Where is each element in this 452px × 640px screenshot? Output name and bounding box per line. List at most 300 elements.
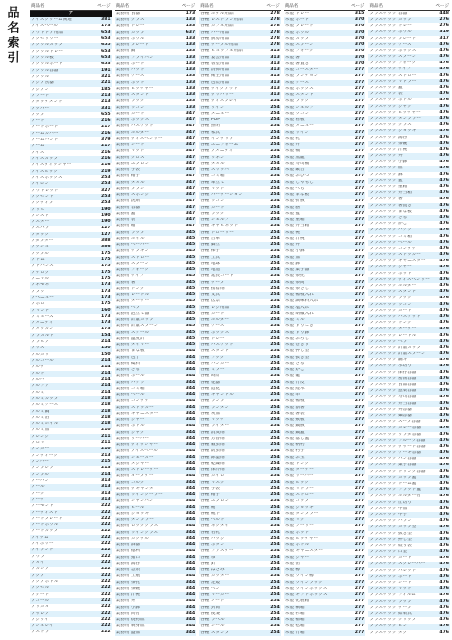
entry-page: 344 (185, 367, 196, 373)
entry-page: 476 (439, 184, 449, 190)
entry-name: 各種 バー用品 (200, 30, 230, 35)
entry-name: 各種 家具 (200, 130, 221, 135)
entry-name: プラスチック カップ型 (369, 525, 417, 530)
entry-page: 210 (101, 446, 111, 452)
entry-page: 214 (101, 383, 111, 389)
entry-name: アサヒ (31, 207, 45, 212)
entry-name: 各種 針 (200, 561, 216, 566)
entry-page: 277 (354, 623, 365, 629)
entry-name: 各種 伝票 (200, 299, 221, 304)
entry-page: 133 (185, 48, 196, 54)
entry-name: 業務用 洗剤 (115, 199, 141, 204)
entry-name: 業務用 箸 (115, 280, 136, 285)
entry-page: 277 (354, 98, 365, 104)
entry-name: 業務用 ボウル (115, 36, 145, 41)
entry-page: 345 (185, 236, 196, 241)
entry-name: 木製 ポット (284, 530, 310, 535)
entry-name: プラスチック 漏斗 (369, 358, 408, 363)
column-header-name: 商品名 (284, 4, 299, 9)
entry-page: 277 (354, 567, 365, 573)
entry-page: 379 (101, 137, 111, 143)
entry-page: 344 (185, 586, 196, 591)
entry-name: アプリ (31, 289, 45, 294)
entry-page: 222 (101, 610, 111, 616)
entry-page: 213 (101, 465, 111, 471)
entry-name: アジアン (31, 87, 50, 92)
entry-name: 業務用 シェーカー (115, 455, 154, 460)
column-header-page: ページ (97, 4, 111, 9)
entry-page: 476 (439, 437, 449, 443)
entry-name: 業務用 計量カップ (115, 318, 154, 323)
entry-name: 各種 灰皿 (200, 411, 221, 416)
entry-page: 254 (270, 448, 280, 454)
entry-name: 木製 ラック (284, 99, 310, 104)
entry-name: 木製 丼 (284, 243, 301, 248)
entry-page: 254 (270, 623, 280, 629)
entry-page: 222 (101, 528, 111, 534)
entry-name: アートカップ (31, 529, 59, 534)
entry-page: 254 (270, 298, 280, 304)
entry-page: 278 (270, 17, 280, 23)
entry-name: プラスチック 盆 (369, 178, 403, 183)
entry-name: 木製 割箸 (284, 405, 305, 410)
entry-page: 347 (185, 111, 196, 116)
entry-page: 276 (439, 23, 449, 29)
entry-name: 木製 汁椀 (284, 236, 305, 241)
entry-page: 476 (439, 345, 449, 350)
entry-page: 277 (354, 254, 365, 260)
entry-page: 344 (185, 361, 196, 366)
entry-name: 木製 ボウル (284, 30, 310, 35)
entry-name: 木製 柄杓 (284, 443, 305, 448)
entry-name: プラスチック 麺容器 (369, 413, 412, 418)
entry-name: 業務用 ペール (115, 393, 145, 398)
entry-page: 277 (354, 479, 365, 485)
entry-page: 133 (185, 73, 196, 79)
entry-page: 476 (439, 270, 449, 276)
entry-page: 476 (439, 493, 449, 499)
entry-name: 業務用 レードル (115, 293, 150, 298)
entry-name: プラスチック デザート容器 (369, 444, 426, 449)
entry-name: 業務用 猪口 (115, 555, 141, 560)
entry-page: 254 (270, 117, 280, 123)
entry-page: 277 (354, 617, 365, 623)
entry-name: アルカリ (31, 352, 50, 357)
entry-page: 370 (354, 29, 365, 35)
entry-name: 業務用 ゴミ箱 (115, 386, 145, 391)
entry-name: 木製 皿 (284, 255, 301, 260)
entry-name: 業務用 ワインクーラー (115, 493, 163, 498)
entry-page: 254 (270, 492, 280, 498)
entry-name: プラスチック ホルダー付 (369, 494, 421, 499)
entry-name: 木製 菓子器 (284, 268, 310, 273)
entry-name: アーバン (31, 478, 50, 483)
entry-page: 476 (439, 549, 449, 555)
entry-page: 222 (101, 560, 111, 566)
entry-page: 254 (270, 361, 280, 366)
entry-name: 業務用 スプーン (115, 261, 149, 266)
entry-page: 277 (354, 129, 365, 135)
entry-page: 254 (270, 504, 280, 510)
entry-name: 各種 シェルフ (200, 218, 230, 223)
entry-name: プラスチック 密閉容器 (369, 376, 417, 381)
entry-page: 175 (101, 269, 111, 275)
entry-name: 各種 ノート (200, 599, 225, 604)
entry-page: 173 (101, 295, 111, 300)
entry-page: 277 (354, 298, 365, 304)
entry-name: 各種 テーブル用品 (200, 43, 238, 48)
entry-page: 476 (439, 54, 449, 60)
entry-name: 各種 接着剤 (200, 286, 225, 291)
entry-name: 各種 バッジ (200, 536, 225, 541)
entry-name: 各種 カード (200, 311, 225, 316)
entry-name: 各種 衛生用品 (200, 74, 230, 79)
entry-page: 277 (354, 448, 365, 454)
entry-page: 254 (270, 179, 280, 185)
entry-page: 214 (101, 358, 111, 364)
entry-page: 476 (439, 338, 449, 344)
entry-page: 277 (354, 342, 365, 348)
index-entry (30, 630, 112, 636)
entry-name: 業務用 タオル (115, 180, 145, 185)
entry-name: 木製 巻きす (284, 343, 310, 348)
entry-name: 業務用 シャンパン (115, 499, 154, 504)
entry-name: アクアボトル (31, 579, 59, 584)
entry-name: 木製 キャニスター (284, 549, 323, 554)
entry-page: 388 (101, 238, 111, 244)
entry-page: 476 (439, 103, 449, 109)
entry-name: アストラ (31, 630, 50, 635)
entry-name: 各種 ランプ (200, 399, 225, 404)
entry-page: 476 (439, 363, 449, 369)
entry-name: 木製 かご (284, 368, 305, 373)
entry-page: 254 (270, 317, 280, 323)
entry-page: 254 (270, 517, 280, 523)
entry-page: 347 (185, 204, 196, 210)
entry-page: 277 (354, 161, 365, 166)
entry-page: 254 (270, 586, 280, 591)
entry-name: プラスチック ラック (369, 296, 412, 301)
entry-name: アンティーク (31, 453, 59, 458)
entry-name: 業務用 ラップ (115, 230, 145, 235)
entry-page: 277 (354, 186, 365, 191)
entry-name: 各種 封筒 (200, 605, 221, 610)
column-header (115, 4, 197, 11)
entry-name: 木製 松箱 (284, 624, 305, 629)
entry-page: 476 (439, 351, 449, 357)
entry-page: 218 (101, 415, 111, 420)
entry-name: 各種 文具 (200, 293, 221, 298)
entry-page: 476 (439, 122, 449, 128)
entry-page: 277 (354, 67, 365, 73)
entry-name: アルミ (31, 390, 45, 395)
entry-page: 254 (270, 286, 280, 291)
entry-page: 344 (185, 386, 196, 391)
entry-page: 476 (439, 475, 449, 480)
entry-name: 各種 マスク (200, 480, 225, 485)
entry-name: 業務用 コンテナ (115, 399, 150, 404)
entry-page: 277 (354, 304, 365, 310)
entry-name: 各種 アメニティ (200, 149, 234, 154)
entry-name: 木製 樽 (284, 568, 301, 573)
entry-name: 木製 カップ (284, 36, 310, 41)
entry-name: 各種 カート (200, 205, 225, 210)
entry-name: アナログ (31, 270, 50, 275)
entry-name: 業務用 ペーパー (115, 243, 149, 248)
entry-page: 254 (270, 554, 280, 560)
entry-name: 業務用 ケース (115, 74, 145, 79)
entry-page: 476 (439, 308, 449, 313)
entry-name: プラスチック パレット (369, 568, 417, 573)
entry-page: 253 (101, 194, 111, 199)
entry-name: プラスチック シート (369, 581, 412, 586)
entry-name: 木製 しゃもじ (284, 180, 314, 185)
entry-page: 254 (270, 329, 280, 335)
entry-name: プラスチック 弁当容器 (369, 401, 417, 406)
entry-name: プラスチック フラット蓋 (369, 488, 421, 493)
entry-name: 各種 カッター (200, 574, 230, 579)
entry-name: 業務用 バット (115, 68, 145, 73)
entry-page: 190 (101, 219, 111, 225)
entry-name: プラスチック 袋 (369, 92, 403, 97)
entry-name: 業務用 ロックグラス (115, 524, 159, 529)
entry-page: 476 (439, 320, 449, 326)
entry-name: 木製 箸袋 (284, 411, 305, 416)
entry-name: プラスチック まな板 (369, 209, 412, 214)
entry-name: プラスチック 計量スプーン (369, 352, 426, 357)
entry-name: アカシア (31, 567, 50, 572)
entry-page: 313 (101, 478, 111, 483)
entry-page: 347 (185, 211, 196, 216)
entry-name: アタック (31, 232, 50, 237)
entry-name: アメリカン (31, 327, 54, 332)
entry-name: プラスチック ポット (369, 271, 412, 276)
entry-name: 各種 電池 (200, 268, 221, 273)
entry-page: 254 (270, 336, 280, 341)
entry-name: 各種 消臭剤 (200, 430, 225, 435)
entry-name: 木製 茶さじ (284, 286, 310, 291)
entry-name: 各種 ボックス (200, 330, 230, 335)
entry-name: 木製 茶筒 (284, 280, 305, 285)
entry-page: 276 (439, 17, 449, 22)
entry-page: 254 (270, 367, 280, 373)
entry-name: 業務用 バスケット (115, 124, 154, 129)
entry-page: 347 (185, 173, 196, 179)
entry-page: 347 (185, 161, 196, 166)
index-entry (368, 630, 450, 636)
entry-name: 業務用 デキャンタ (115, 486, 154, 491)
entry-page: 476 (439, 561, 449, 567)
entry-page: 345 (185, 311, 196, 316)
entry-page: 254 (270, 573, 280, 579)
entry-name: 業務用 ジャグ (115, 430, 145, 435)
entry-page: 344 (185, 404, 196, 410)
entry-page: 370 (354, 48, 365, 54)
entry-page: 347 (185, 192, 196, 198)
entry-page: 344 (185, 592, 196, 598)
entry-name: 各種 ビュッフェ用品 (200, 49, 243, 54)
entry-page: 344 (185, 511, 196, 516)
entry-name: プラスチック 箸 (369, 197, 403, 202)
entry-name: アイテム (31, 535, 49, 540)
entry-name: 各種 インテリア (200, 136, 234, 141)
entry-name: プラスチック 丼容器 (369, 407, 412, 412)
entry-page: 347 (185, 142, 196, 148)
entry-name: 木製 おろし (284, 336, 310, 341)
entry-name: プラスチック マドラー (369, 79, 417, 84)
entry-page: 133 (185, 67, 196, 73)
entry-page: 278 (270, 36, 280, 41)
entry-page: 345 (185, 229, 196, 235)
entry-page: 133 (185, 86, 196, 91)
entry-name: 木製 串 (284, 393, 301, 398)
entry-name: 各種 帽子 (200, 493, 221, 498)
entry-name: 各種 ランタン (200, 405, 230, 410)
entry-page: 254 (270, 154, 280, 160)
entry-name: アザレア (31, 611, 50, 616)
entry-name: プラスチック 保存容器 (369, 370, 417, 375)
entry-name: アーティスト (31, 510, 59, 515)
entry-name: プラスチック コンテナ (369, 246, 417, 251)
entry-page: 476 (439, 388, 449, 394)
entry-page: 277 (354, 136, 365, 141)
entry-name: 各種 トレー (200, 336, 225, 341)
entry-name: 業務用 ボトル (115, 424, 145, 429)
entry-page: 277 (354, 354, 365, 360)
entry-page: 254 (270, 148, 280, 154)
entry-page: 160 (101, 307, 111, 313)
entry-page: 277 (354, 548, 365, 554)
entry-page: 313 (101, 484, 111, 490)
entry-name: 各種 はさみ (200, 568, 225, 573)
entry-page: 476 (439, 246, 449, 251)
entry-name: プラスチック ラップ (369, 599, 412, 604)
entry-page: 637 (185, 29, 196, 35)
entry-page: 319 (439, 29, 449, 35)
entry-page: 476 (439, 598, 449, 604)
entry-page: 476 (439, 407, 449, 412)
entry-name: 木製 すり鉢 (284, 330, 310, 335)
entry-name: 業務用 徳利 (115, 549, 141, 554)
entry-page: 254 (270, 598, 280, 604)
entry-page: 476 (439, 586, 449, 592)
entry-page: 254 (270, 411, 280, 416)
section-title: 品名索引 (6, 6, 20, 66)
entry-name: 木製 箸置き (284, 61, 310, 66)
entry-page: 476 (439, 332, 449, 338)
entry-name: 各種 電球 (200, 261, 221, 266)
entry-name: 木製 すりこぎ (284, 324, 314, 329)
entry-page: 344 (185, 479, 196, 485)
entry-name: 業務用 ホイル (115, 236, 145, 241)
entry-page: 345 (185, 292, 196, 298)
entry-page: 344 (185, 379, 196, 385)
entry-name: 業務用 プレート (115, 43, 150, 48)
entry-page: 476 (439, 221, 449, 227)
entry-name: プラスチック テープ (369, 605, 412, 610)
entry-name: 各種 トローリー (200, 230, 234, 235)
entry-name: 各種 ペン (200, 586, 221, 591)
entry-page: 277 (354, 573, 365, 579)
entry-page: 222 (101, 509, 111, 515)
entry-page: 344 (185, 504, 196, 510)
entry-name: 各種 殺虫剤 (200, 443, 225, 448)
entry-name: 各種 台車 (200, 236, 221, 241)
entry-name: 木製 ランチョン (284, 74, 319, 79)
entry-name: 木製 コップ (284, 499, 310, 504)
entry-name: 木製 竹箱 (284, 630, 305, 635)
entry-page: 347 (185, 223, 196, 229)
entry-page: 214 (101, 364, 111, 370)
entry-page: 133 (185, 79, 196, 85)
entry-name: 各種 便箋 (200, 611, 221, 616)
entry-page: 254 (270, 629, 280, 635)
entry-name: 各種 乾燥剤 (200, 461, 225, 466)
entry-name: 各種 ディスプレイ (200, 99, 238, 104)
entry-page: 133 (185, 42, 196, 48)
entry-page: 214 (101, 377, 111, 382)
entry-name: 木製 スタンド (284, 93, 314, 98)
entry-page: 345 (185, 273, 196, 279)
entry-name: 木製 ソーサー (284, 524, 314, 529)
entry-page: 277 (354, 436, 365, 441)
entry-page: 476 (439, 506, 449, 511)
entry-page: 254 (270, 267, 280, 273)
entry-page: 476 (439, 444, 449, 449)
entry-page: 345 (185, 279, 196, 285)
entry-name: 業務用 スポンジ (115, 193, 150, 198)
entry-name: 木製 フォーク (284, 49, 314, 54)
entry-page: 344 (185, 348, 196, 354)
entry-name: プラスチック 抜き型 (369, 531, 412, 536)
entry-page: 277 (354, 273, 365, 279)
entry-name: アルミカップ (31, 396, 59, 401)
entry-page: 277 (354, 373, 365, 379)
entry-page: 277 (354, 73, 365, 79)
entry-name: 各種 マッチ (200, 418, 225, 423)
entry-name: プラスチック 中子 (369, 512, 408, 517)
entry-name: アップル (31, 251, 49, 256)
entry-name: 木製 サーバー (284, 474, 314, 479)
entry-name: アジサイ (31, 617, 49, 622)
entry-name: 木製 経木 (284, 386, 305, 391)
entry-page: 214 (101, 339, 111, 345)
entry-name: 業務用 鍋 (115, 49, 136, 54)
entry-page: 254 (270, 354, 280, 360)
entry-page: 344 (185, 486, 196, 491)
entry-page: 277 (354, 198, 365, 204)
entry-name: 各種 ワゴン (200, 199, 225, 204)
entry-page: 254 (270, 454, 280, 460)
entry-page: 277 (354, 586, 365, 591)
entry-page: 344 (185, 498, 196, 504)
entry-name: 木製 ストロー (284, 493, 314, 498)
entry-page: 133 (185, 92, 196, 98)
entry-page: 313 (270, 73, 280, 79)
entry-name: 木製 サイン (284, 130, 309, 135)
entry-name: アロマ (31, 441, 45, 446)
entry-name: 木製 ギフトボックス (284, 593, 328, 598)
entry-page: 344 (185, 554, 196, 560)
entry-name: 業務用 温度計 (115, 336, 145, 341)
entry-name: 業務用 小鉢 (115, 605, 141, 610)
entry-name: 木製 弁当箱 (284, 224, 310, 229)
entry-page: 175 (101, 263, 111, 269)
entry-name: 各種 包装用品 (200, 80, 230, 85)
entry-name: 業務用 ヘラ (115, 305, 141, 310)
entry-page: 222 (101, 541, 111, 547)
entry-name: 各種 芳香剤 (200, 436, 225, 441)
